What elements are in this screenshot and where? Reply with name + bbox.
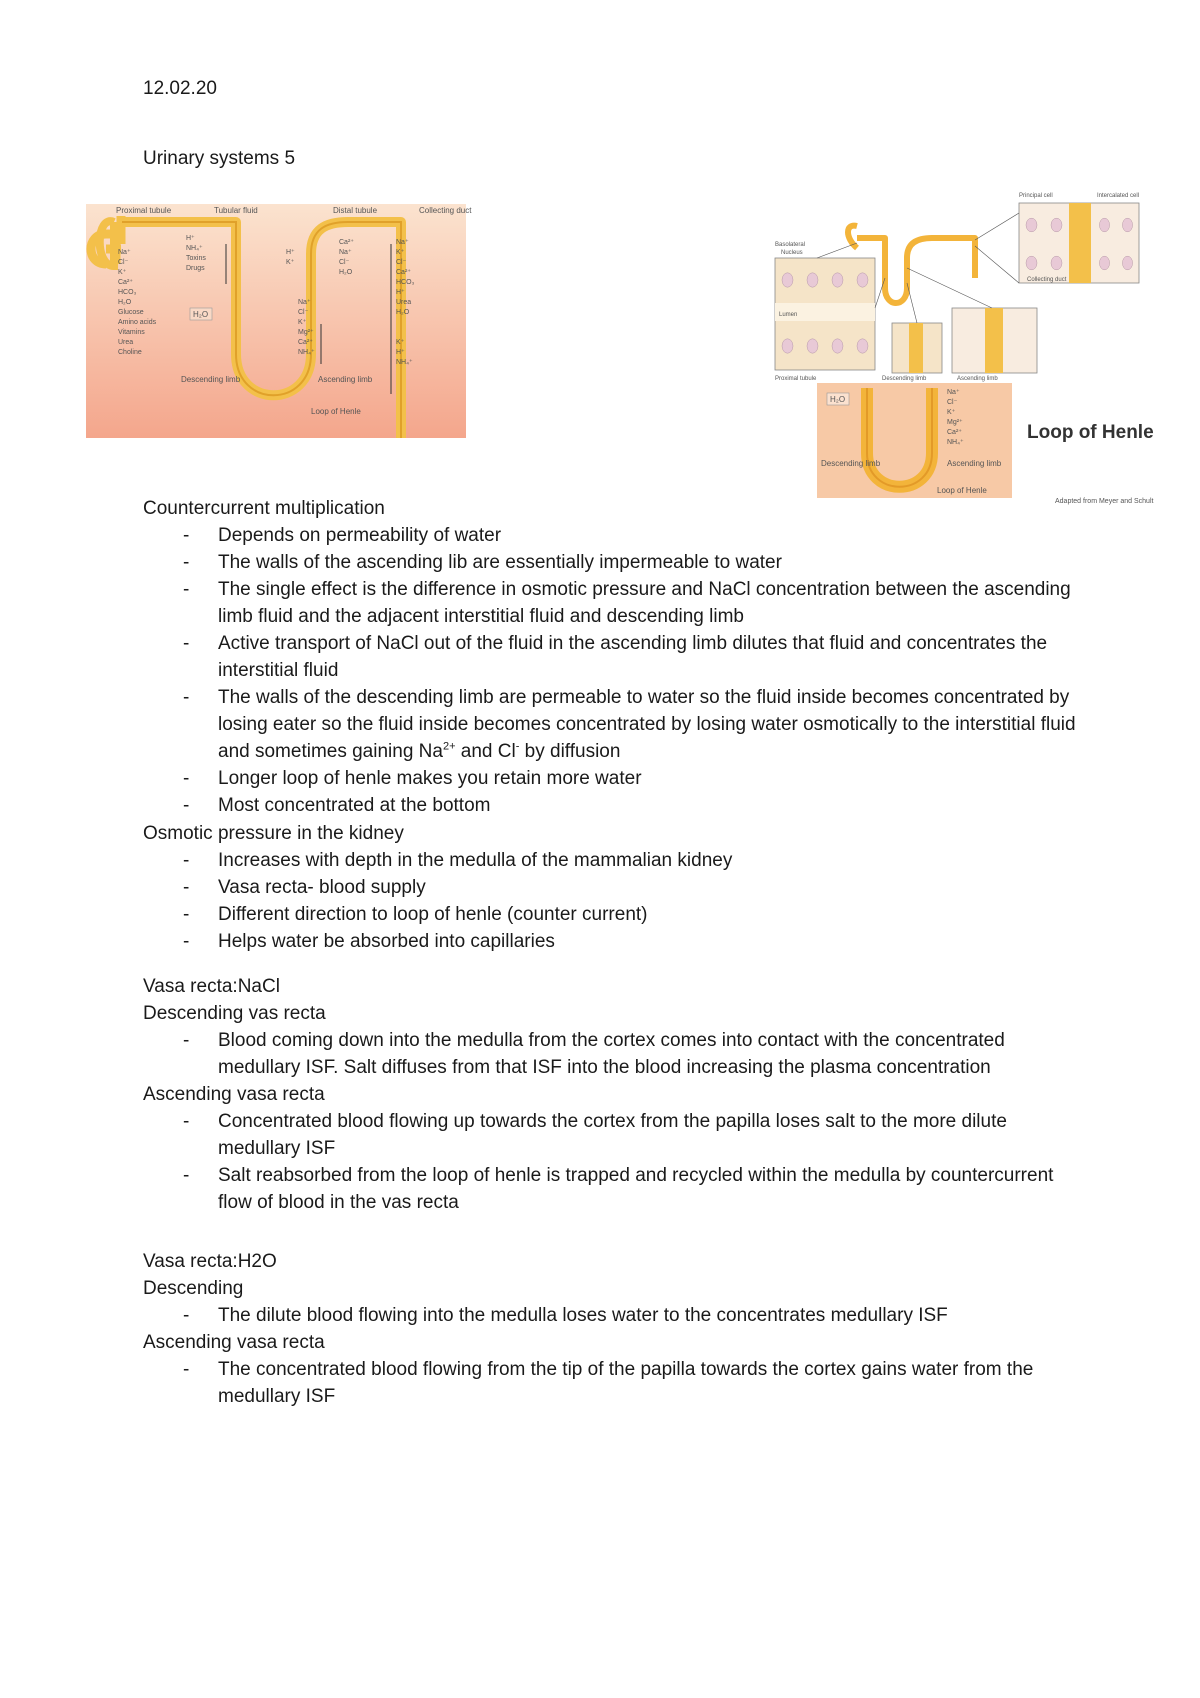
list-item: - Helps water be absorbed into capillaries	[143, 928, 1143, 955]
section-heading: Vasa recta:H2O	[143, 1251, 277, 1272]
ion-label: H₂O	[118, 299, 132, 306]
ion-label: NH₄⁺	[186, 245, 203, 252]
fig2-label-descending: Descending limb	[821, 459, 881, 468]
section-vasa-recta-nacl	[143, 973, 1143, 1216]
ion-label: H⁺	[186, 235, 195, 242]
ion-label: Cl⁻	[118, 259, 129, 266]
cell-nucleus	[857, 273, 868, 287]
ion-label: Ca²⁺	[298, 339, 313, 346]
bullet-list	[143, 1027, 1143, 1081]
cell-nucleus	[1122, 256, 1132, 270]
subsection-heading: Ascending vasa recta	[143, 1084, 325, 1105]
fig2-label-lumen: Lumen	[779, 312, 798, 318]
fig2-h2o-label: H₂O	[830, 395, 846, 404]
ion-label: HCO₃	[118, 289, 137, 296]
ion-label: K⁺	[298, 319, 307, 326]
cell-nucleus	[807, 339, 818, 353]
ion-label: Cl⁻	[947, 399, 958, 406]
subsection-heading: Descending	[143, 1278, 244, 1299]
list-item: - Longer loop of henle makes you retain more water	[143, 765, 1143, 792]
cell-nucleus	[832, 339, 843, 353]
ion-label: H⁺	[396, 289, 405, 296]
cell-nucleus	[1122, 218, 1132, 232]
cell-nucleus	[1051, 218, 1062, 232]
list-item: - Depends on permeability of water	[143, 522, 1143, 549]
ion-label: Drugs	[186, 265, 205, 272]
ion-label: Ca²⁺	[947, 429, 962, 436]
list-item: - The concentrated blood flowing from the tip of the papilla towards the cortex gains water from the medullary ISF	[143, 1356, 1143, 1410]
ion-label: Na⁺	[118, 249, 131, 256]
cell-nucleus	[832, 273, 843, 287]
loop-of-henle-diagram	[757, 193, 1197, 538]
ion-label: NH₄⁺	[298, 349, 315, 356]
ion-label: Na⁺	[947, 389, 960, 396]
ion-label: Ca²⁺	[118, 279, 133, 286]
section-heading: Osmotic pressure in the kidney	[143, 823, 404, 844]
list-item: - Vasa recta- blood supply	[143, 874, 1143, 901]
fig1-label-tubular: Tubular fluid	[214, 206, 258, 215]
cell-nucleus	[1099, 218, 1109, 232]
bullet-list	[143, 522, 1143, 819]
fig2-label-desc-limb: Descending limb	[882, 376, 927, 382]
cell-nucleus	[807, 273, 818, 287]
list-item: - Increases with depth in the medulla of the mammalian kidney	[143, 847, 1143, 874]
fig1-label-distal: Distal tubule	[333, 206, 378, 215]
ion-label: Na⁺	[339, 249, 352, 256]
list-item: - Salt reabsorbed from the loop of henle is trapped and recycled within the medulla by countercurrent flow of blood in the vas recta	[143, 1162, 1143, 1216]
list-item: - Blood coming down into the medulla from the cortex comes into contact with the concentrated medullary ISF. Salt diffuses from that ISF into the blood increasing the plasma concentration	[143, 1027, 1143, 1081]
ion-label: K⁺	[947, 409, 956, 416]
list-item: - The walls of the descending limb are permeable to water so the fluid inside becomes concentrated by losing eater so the fluid inside becomes concentrated by losing water osmotically to the interstitial fluid and sometimes gaining $Na^{2+}$ and Cl- by diffusion	[143, 684, 1143, 765]
ion-label: NH₄⁺	[396, 359, 413, 366]
ion-label: Na⁺	[396, 239, 409, 246]
list-item: - The single effect is the difference in osmotic pressure and NaCl concentration between the ascending limb fluid and the adjacent interstitial fluid and descending limb	[143, 576, 1143, 630]
fig2-title: Loop of Henle	[1027, 422, 1154, 443]
section-osmotic-pressure	[143, 820, 1143, 955]
fig2-label-principal: Principal cell	[1019, 193, 1053, 199]
list-item: - Most concentrated at the bottom	[143, 792, 1143, 819]
ion-label: Choline	[118, 349, 142, 356]
cell-nucleus	[782, 339, 793, 353]
ion-label: Urea	[118, 339, 134, 346]
section-heading: Vasa recta:NaCl	[143, 976, 280, 997]
list-item: - Concentrated blood flowing up towards the cortex from the papilla loses salt to the more dilute medullary ISF	[143, 1108, 1143, 1162]
ion-label: Toxins	[186, 255, 206, 262]
list-item: - The dilute blood flowing into the medulla loses water to the concentrates medullary ISF	[143, 1302, 1143, 1329]
bullet-list	[143, 1356, 1143, 1410]
fig1-label-ascending: Ascending limb	[318, 375, 373, 384]
fig1-label-loop: Loop of Henle	[311, 407, 361, 416]
ion-label: NH₄⁺	[947, 439, 964, 446]
section-heading: Countercurrent multiplication	[143, 498, 385, 519]
ion-label: Na⁺	[298, 299, 311, 306]
cell-nucleus	[782, 273, 793, 287]
fig1-label-descending: Descending limb	[181, 375, 241, 384]
fig2-credit: Adapted from Meyer and Schult	[1055, 498, 1154, 505]
fig1-h2o-box: H₂O	[193, 310, 209, 319]
fig2-label-nucleus: Nucleus	[781, 250, 803, 256]
document-date: 12.02.20	[143, 78, 217, 99]
ion-label: Ca²⁺	[339, 239, 354, 246]
ion-label: H⁺	[286, 249, 295, 256]
ion-label: K⁺	[118, 269, 127, 276]
ion-label: HCO₃	[396, 279, 415, 286]
ion-label: Cl⁻	[396, 259, 407, 266]
ion-label: K⁺	[286, 259, 295, 266]
section-vasa-recta-h2o	[143, 1248, 1143, 1410]
cell-nucleus	[857, 339, 868, 353]
ion-label: Glucose	[118, 309, 144, 316]
list-item: - Different direction to loop of henle (counter current)	[143, 901, 1143, 928]
fig2-label-intercalated: Intercalated cell	[1097, 193, 1140, 199]
tubule-transport-diagram	[86, 204, 472, 438]
fig2-label-asc-limb: Ascending limb	[957, 376, 998, 382]
bullet-list	[143, 847, 1143, 955]
ion-label: Amino acids	[118, 319, 157, 326]
ion-label: Mg²⁺	[298, 329, 314, 336]
ion-label: Ca²⁺	[396, 269, 411, 276]
subsection-heading: Descending vas recta	[143, 1003, 326, 1024]
subsection-heading: Ascending vasa recta	[143, 1332, 325, 1353]
ion-label: H⁺	[396, 349, 405, 356]
cell-nucleus	[1051, 256, 1062, 270]
fig2-label-ascending: Ascending limb	[947, 459, 1002, 468]
fig2-label-proximal: Proximal tubule	[775, 376, 817, 382]
bullet-list	[143, 1302, 1143, 1329]
fig1-label-collecting: Collecting duct	[419, 206, 472, 215]
ion-label: Urea	[396, 299, 412, 306]
ion-label: Cl⁻	[298, 309, 309, 316]
section-countercurrent	[143, 495, 1143, 819]
ion-label: H₂O	[396, 309, 410, 316]
fig2-label-loop: Loop of Henle	[937, 486, 987, 495]
ion-label: K⁺	[396, 249, 405, 256]
document-title: Urinary systems 5	[143, 148, 296, 169]
bullet-list	[143, 1108, 1143, 1216]
ion-label: Vitamins	[118, 329, 145, 336]
cell-nucleus	[1026, 256, 1037, 270]
ion-label: H₂O	[339, 269, 353, 276]
cell-nucleus	[1099, 256, 1109, 270]
ion-label: K⁺	[396, 339, 405, 346]
fig1-label-proximal: Proximal tubule	[116, 206, 172, 215]
ion-label: Cl⁻	[339, 259, 350, 266]
list-item: - Active transport of NaCl out of the fluid in the ascending limb dilutes that fluid and concentrates the interstitial fluid	[143, 630, 1143, 684]
fig2-label-basolateral: Basolateral	[775, 242, 806, 248]
fig2-label-collecting: Collecting duct	[1027, 277, 1067, 283]
ion-label: Mg²⁺	[947, 419, 963, 426]
cell-nucleus	[1026, 218, 1037, 232]
list-item: - The walls of the ascending lib are essentially impermeable to water	[143, 549, 1143, 576]
